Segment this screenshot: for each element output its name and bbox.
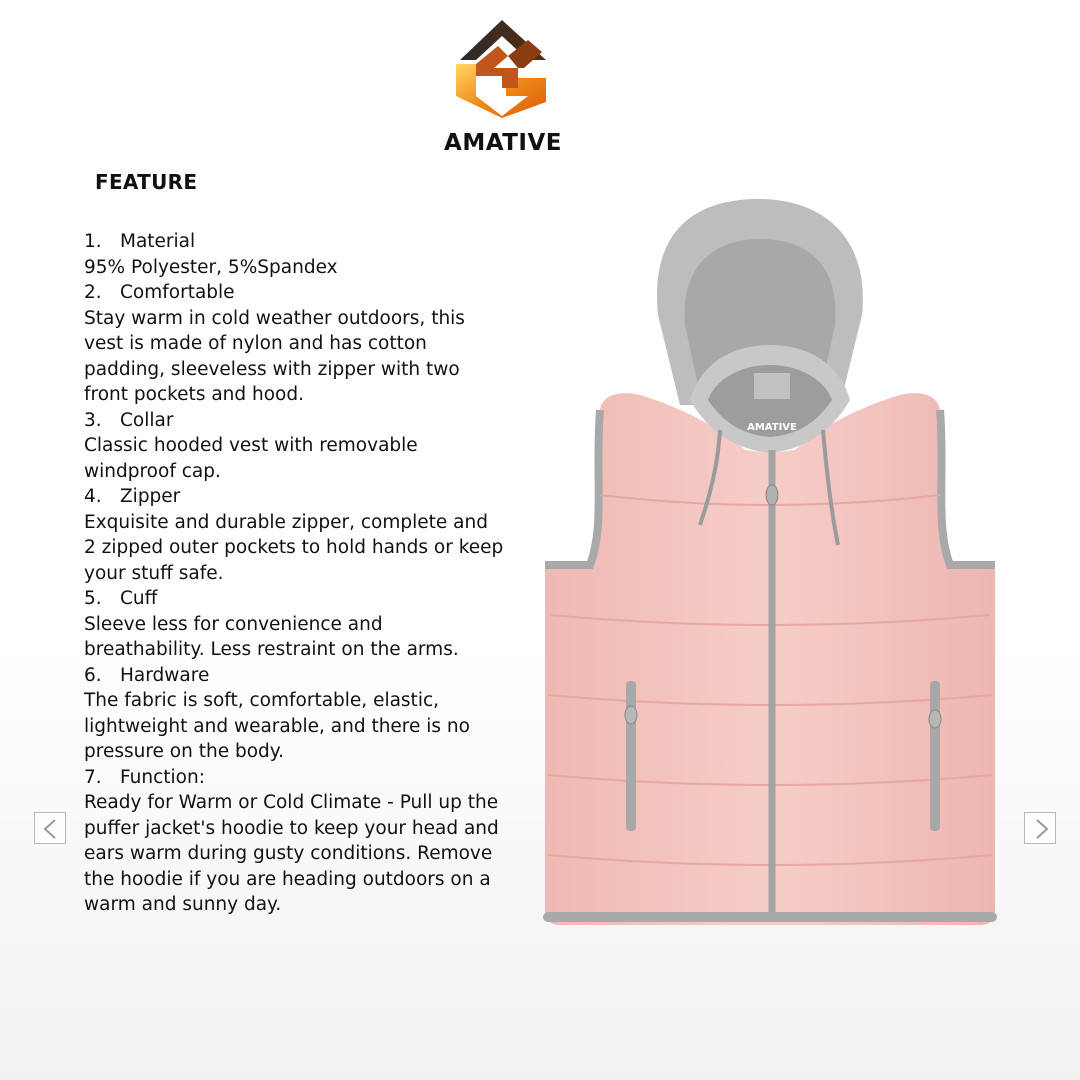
feature-number: 3.: [84, 409, 102, 431]
feature-number: 5.: [84, 588, 102, 609]
feature-number: 2.: [84, 282, 102, 303]
feature-item-material: [84, 229, 504, 280]
feature-heading: Collar: [120, 409, 174, 431]
product-image: [540, 195, 1000, 935]
feature-text: 95% Polyester, 5%Spandex: [84, 256, 338, 278]
feature-heading: Zipper: [120, 486, 181, 507]
feature-number: 7.: [84, 766, 102, 788]
vest-image: [540, 195, 1000, 935]
feature-text: Exquisite and durable zipper, complete and 2 zipped outer pockets to hold hands or keep your stuff safe.: [84, 511, 504, 584]
chevron-right-icon: [1025, 813, 1057, 845]
feature-heading: Comfortable: [120, 282, 235, 303]
feature-heading: Function:: [120, 766, 205, 788]
chevron-left-icon: [35, 813, 67, 845]
vest-badge: AMATIVE: [747, 422, 797, 433]
feature-text: Sleeve less for convenience and breathability. Less restraint on the arms.: [84, 613, 459, 660]
feature-heading: Hardware: [120, 664, 210, 686]
previous-button[interactable]: [34, 812, 66, 844]
feature-text: The fabric is soft, comfortable, elastic, lightweight and wearable, and there is no pressure on the body.: [84, 690, 470, 762]
feature-item-collar: [84, 408, 504, 485]
feature-number: 1.: [84, 231, 102, 252]
feature-item-function: [84, 765, 504, 918]
feature-number: 4.: [84, 486, 102, 507]
brand-name: AMATIVE: [444, 130, 562, 156]
feature-heading: Cuff: [120, 588, 158, 609]
feature-text: Classic hooded vest with removable windproof cap.: [84, 435, 418, 482]
next-button[interactable]: [1024, 812, 1056, 844]
feature-number: 6.: [84, 664, 102, 686]
brand-logo: [430, 18, 576, 156]
feature-heading: Material: [120, 231, 196, 252]
feature-item-cuff: [84, 586, 504, 663]
feature-text: Stay warm in cold weather outdoors, this vest is made of nylon and has cotton padding, sleeveless with zipper with two front pockets and hood.: [84, 307, 465, 405]
feature-text: Ready for Warm or Cold Climate - Pull up the puffer jacket's hoodie to keep your head and ears warm during gusty conditions. Remove the hoodie if you are heading outdoors on a warm and sunny day.: [84, 792, 499, 915]
feature-item-zipper: [84, 484, 504, 586]
feature-list: [84, 229, 504, 918]
feature-title: FEATURE: [95, 170, 198, 194]
feature-item-hardware: [84, 663, 504, 765]
amative-logo-icon: [446, 18, 558, 118]
feature-item-comfortable: [84, 280, 504, 408]
